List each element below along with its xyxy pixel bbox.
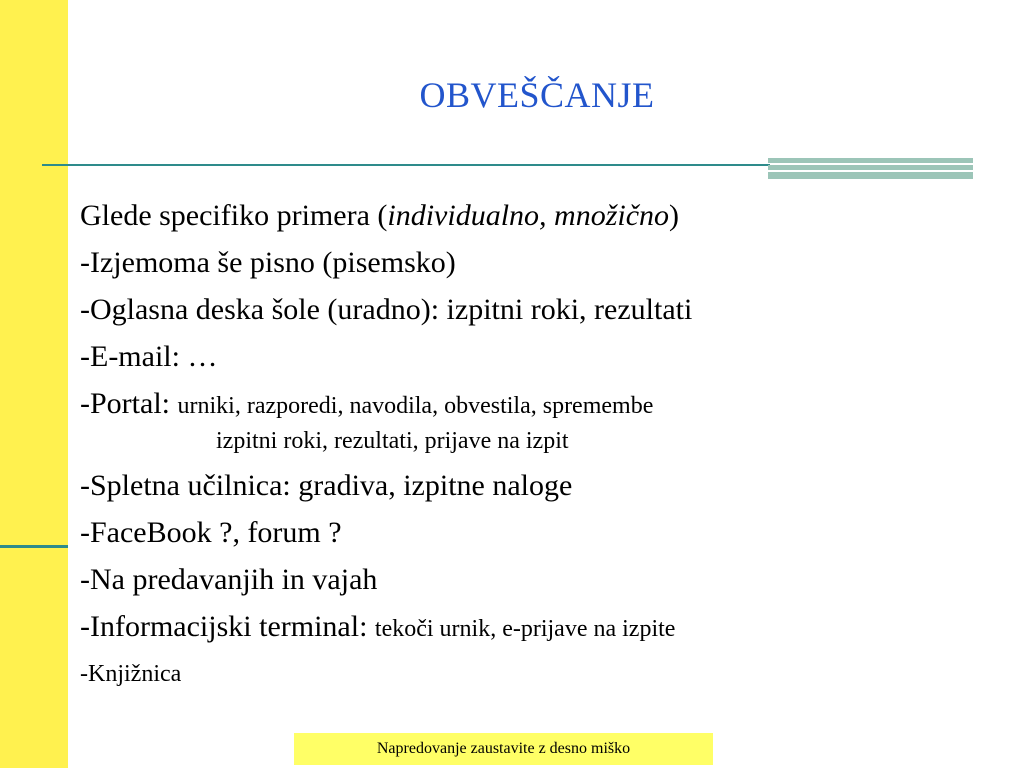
body-line-notice-board: -Oglasna deska šole (uradno): izpitni roki, rezultati: [80, 293, 693, 326]
intro-text: Glede specifiko primera (: [80, 199, 388, 232]
advance-hint-box: Napredovanje zaustavite z desno miško: [294, 733, 713, 765]
portal-detail: urniki, razporedi, navodila, obvestila, spremembe: [177, 393, 654, 419]
body-line-library: -Knjižnica: [80, 661, 182, 687]
body-line-lectures: -Na predavanjih in vajah: [80, 563, 378, 596]
decorative-stripes: [768, 158, 973, 179]
stripe: [768, 172, 973, 179]
body-line-email: -E-mail: …: [80, 340, 218, 373]
body-line-facebook: -FaceBook ?, forum ?: [80, 516, 342, 549]
intro-italic: individualno, množično: [387, 199, 670, 232]
slide-title: OBVEŠČANJE: [419, 75, 655, 115]
terminal-label: -Informacijski terminal:: [80, 610, 375, 643]
portal-label: -Portal:: [80, 387, 178, 420]
slide-body: [80, 192, 1000, 695]
stripe: [768, 158, 973, 163]
body-line-terminal: [80, 603, 1000, 653]
terminal-detail: tekoči urnik, e-prijave na izpite: [374, 616, 676, 642]
body-line-intro: [80, 192, 1000, 239]
body-line-portal-cont: izpitni roki, rezultati, prijave na izpit: [216, 428, 569, 454]
sidebar-divider: [0, 545, 68, 548]
stripe: [768, 165, 973, 170]
body-line-e-classroom: -Spletna učilnica: gradiva, izpitne naloge: [80, 469, 573, 502]
title-underline: [42, 164, 770, 166]
intro-close: ): [669, 199, 680, 232]
body-line-letter: -Izjemoma še pisno (pisemsko): [80, 246, 456, 279]
